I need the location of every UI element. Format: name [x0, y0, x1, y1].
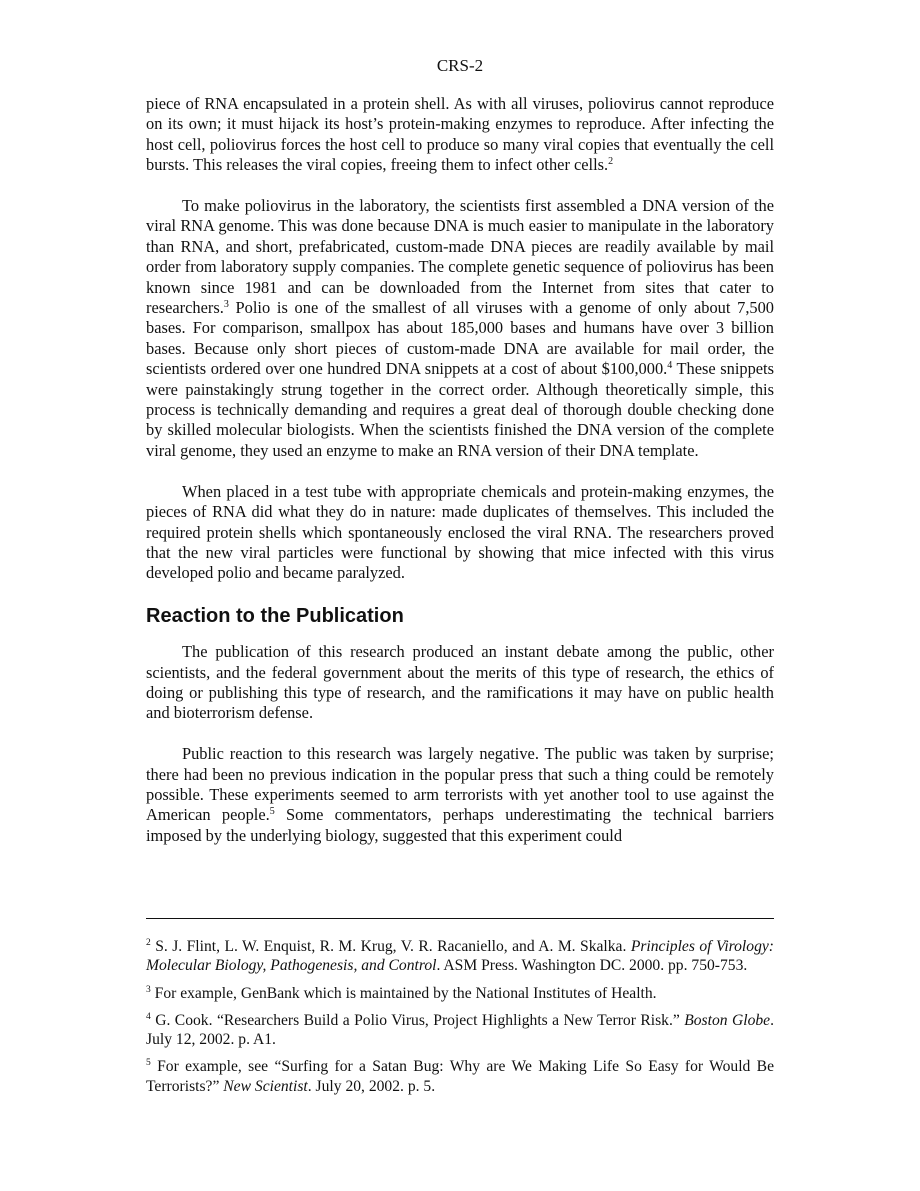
footnote-ref-3[interactable]: 3 — [223, 299, 229, 311]
footnote-3-text: For example, GenBank which is maintained by the National Institutes of Health. — [150, 984, 657, 1002]
paragraph-2-text-a: To make poliovirus in the laboratory, the scientists first assembled a DNA version of the viral RNA genome. This was done because DNA is much easier to manipulate in the laboratory than RNA, and short, prefabricated, custom-made DNA pieces are readily available by mail order from laboratory supply companies. The complete genetic sequence of poliovirus has been known since 1981 and can be downloaded from the Internet from sites that cater to researchers. — [146, 196, 774, 318]
paragraph-5-text-b: Some commentators, perhaps underestimating the technical barriers imposed by the underlying biology, suggested that this experiment could — [146, 805, 774, 845]
footnote-2-title: Principles of Virology: Molecular Biology, Pathogenesis, and Control — [146, 938, 774, 975]
footnotes — [146, 937, 774, 1104]
paragraph-2 — [146, 196, 774, 461]
footnote-4-title: Boston Globe — [684, 1011, 771, 1029]
paragraph-5 — [146, 744, 774, 846]
footnote-3-number: 3 — [146, 984, 151, 995]
footnote-5-title: New Scientist — [223, 1077, 308, 1095]
page-header: CRS-2 — [436, 56, 484, 75]
paragraph-4: The publication of this research produced an instant debate among the public, other scientists, and the federal government about the merits of this type of research, the ethics of doing or publishing this type of research, and the ramifications it may have on public health and bioterrorism defense. — [146, 642, 774, 723]
footnote-2-text-b: . ASM Press. Washington DC. 2000. pp. 750-753. — [436, 957, 748, 975]
footnote-ref-2[interactable]: 2 — [608, 156, 614, 168]
paragraph-1 — [146, 94, 774, 176]
footnote-4-text-b: . July 12, 2002. p. A1. — [146, 1011, 774, 1049]
footnote-5-text-a: For example, see “Surfing for a Satan Bug: Why are We Making Life So Easy for Would Be Terrorists?” — [146, 1058, 774, 1095]
footnote-5-number: 5 — [146, 1058, 151, 1069]
paragraph-2-text-c: These snippets were painstakingly strung together in the correct order. Although theoretically simple, this process is technically demanding and requires a great deal of thorough double checking done by skilled molecular biologists. When the scientists finished the DNA version of the complete viral genome, they used an enzyme to make an RNA version of their DNA template. — [146, 359, 774, 460]
footnote-4-number: 4 — [146, 1011, 151, 1022]
paragraph-1-text: piece of RNA encapsulated in a protein shell. As with all viruses, poliovirus cannot reproduce on its own; it must hijack its host’s protein-making enzymes to reproduce. After infecting the host cell, poliovirus forces the host cell to produce so many viral copies that eventually the cell bursts. This releases the viral copies, freeing them to infect other cells. — [146, 94, 774, 175]
paragraph-5-text-a: Public reaction to this research was largely negative. The public was taken by surprise; there had been no previous indication in the popular press that such a thing could be remotely possible. These experiments seemed to arm terrorists with yet another tool to use against the American people. — [146, 744, 774, 825]
footnote-2-text-a: S. J. Flint, L. W. Enquist, R. M. Krug, V. R. Racaniello, and A. M. Skalka. — [150, 938, 631, 955]
footnote-2-number: 2 — [146, 938, 151, 948]
paragraph-3: When placed in a test tube with appropriate chemicals and protein-making enzymes, the pieces of RNA did what they do in nature: made duplicates of themselves. This included the required protein shells which spontaneously enclosed the viral RNA. The researchers proved that the new viral particles were functional by showing that mice infected with this virus developed polio and became paralyzed. — [146, 481, 774, 583]
body-text — [146, 94, 774, 867]
footnote-4 — [146, 1011, 774, 1050]
footnote-divider — [146, 918, 774, 919]
footnote-4-text-a: G. Cook. “Researchers Build a Polio Virus, Project Highlights a New Terror Risk.” — [150, 1011, 685, 1029]
paragraph-2-text-b: Polio is one of the smallest of all viruses with a genome of only about 7,500 bases. For comparison, smallpox has about 185,000 bases and humans have over 3 billion bases. Because only short pieces of custom-made DNA are available for mail order, the scientists ordered over one hundred DNA snippets at a cost of about $100,000. — [146, 298, 774, 379]
section-heading: Reaction to the Publication — [146, 605, 404, 628]
footnote-3 — [146, 984, 774, 1003]
footnote-ref-5[interactable]: 5 — [269, 806, 275, 818]
footnote-5 — [146, 1057, 774, 1096]
footnote-ref-4[interactable]: 4 — [667, 360, 673, 372]
footnote-2 — [146, 937, 774, 976]
footnote-5-text-b: . July 20, 2002. p. 5. — [307, 1077, 436, 1095]
